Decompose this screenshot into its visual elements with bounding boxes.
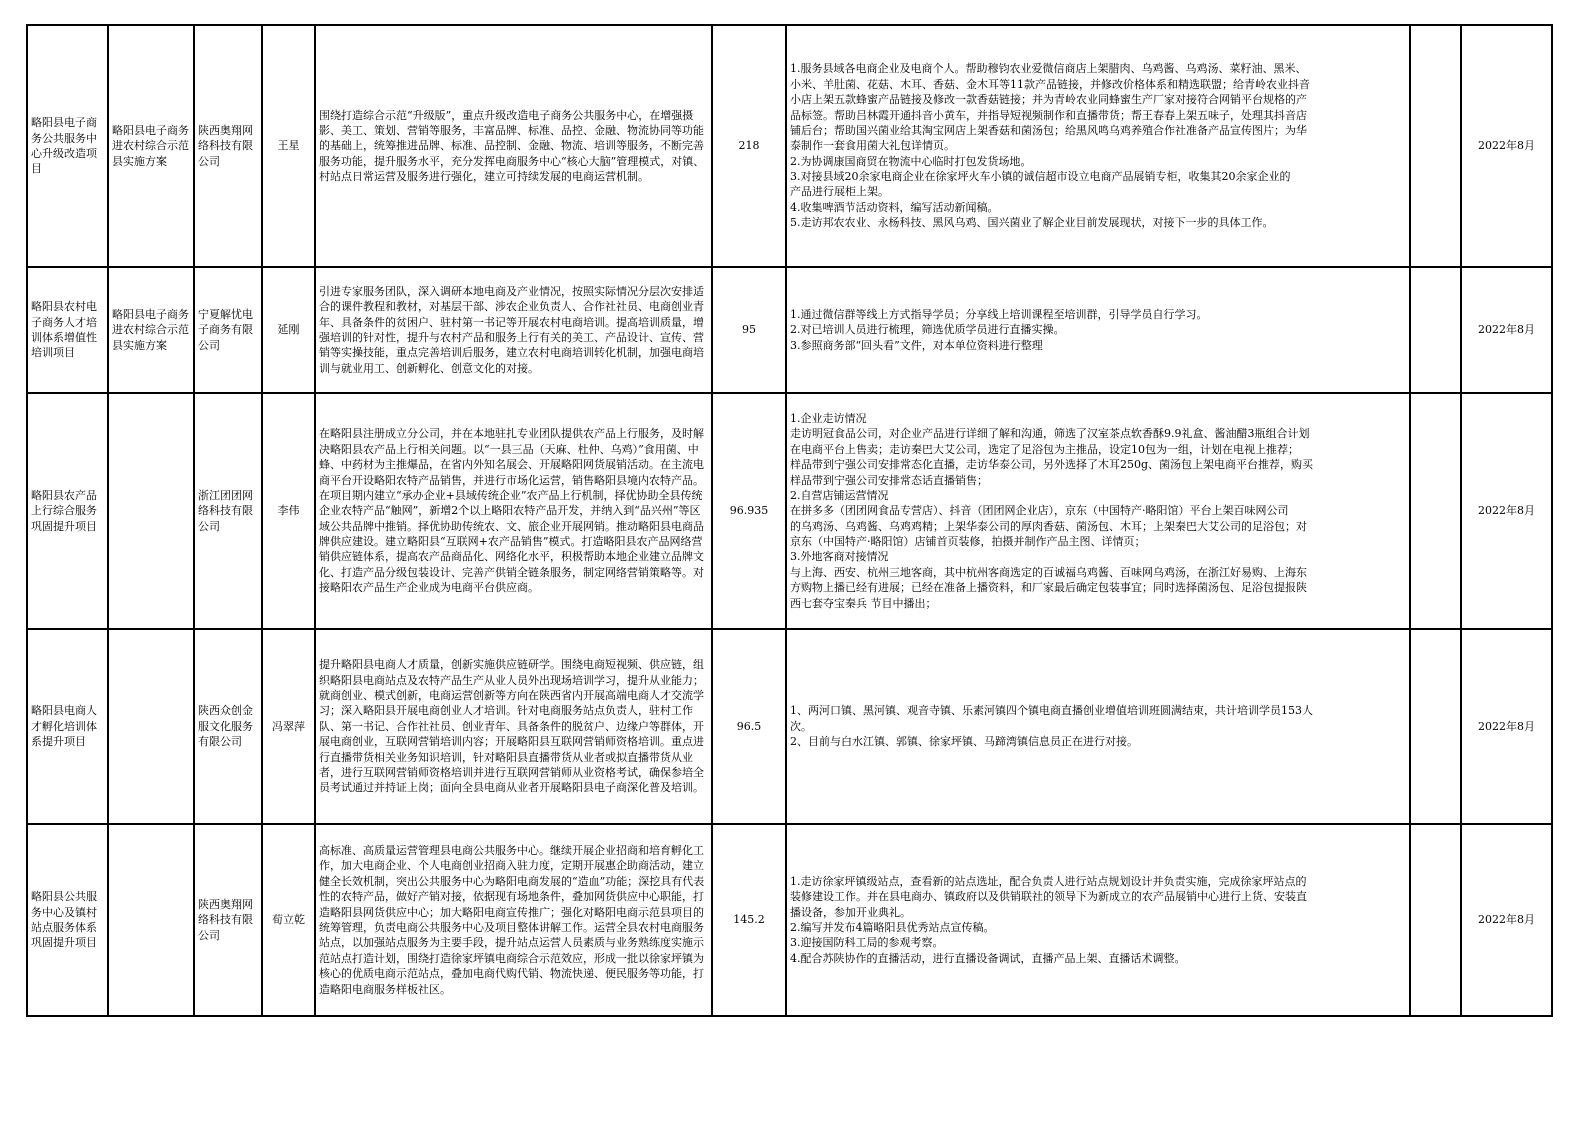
progress-line: 4.配合苏陕协作的直播活动，进行直播设备调试，直播产品上架、直播话术调整。 [790,951,1186,965]
company-cell: 浙江团团网络科技有限公司 [194,393,262,629]
empty-cell [1410,393,1461,629]
progress-line: 5.走访邦农农业、永杨科技、黑风乌鸡、国兴菌业了解企业目前发展现状，对接下一步的具体工作。 [790,216,1274,230]
progress-line: 产品进行展柜上架。 [790,185,889,199]
company-cell: 陕西众创金服文化服务有限公司 [194,629,262,824]
plan-cell [108,824,194,1016]
date-cell: 2022年8月 [1461,25,1552,267]
table-row [27,629,1552,824]
company-cell: 宁夏解忧电子商务有限公司 [194,267,262,393]
progress-line: 样品带到宁强公司安排常态化直播，走访华泰公司，另外选择了木耳250g、菌汤包上架电商平台推荐，购买 [790,458,1314,472]
progress-cell [786,629,1410,824]
progress-line: 走访明冠食品公司，对企业产品进行详细了解和沟通，筛选了汉室茶点软香酥9.9礼盒、酱油醋3瓶组合计划 [790,427,1310,441]
progress-line: 2.对已培训人员进行梳理，筛选优质学员进行直播实操。 [790,323,1065,337]
progress-line: 3.参照商务部“回头看”文件，对本单位资料进行整理 [790,338,1043,352]
progress-line: 样品带到宁强公司安排常态话直播销售； [790,473,988,487]
progress-line: 泰制作一套食用菌大礼包详情页。 [790,139,955,153]
progress-line: 1.通过微信群等线上方式指导学员；分享线上培训课程至培训群，引导学员自行学习。 [790,307,1208,321]
progress-line: 装修建设工作。并在县电商办、镇政府以及供销联社的领导下为新成立的农产品展销中心进行上货、安装直 [790,890,1307,904]
project-name-cell: 略阳县农产品上行综合服务巩固提升项目 [27,393,108,629]
table-row [27,824,1552,1016]
date-cell: 2022年8月 [1461,267,1552,393]
progress-line: 小米、羊肚菌、花菇、木耳、香菇、金木耳等11款产品链接，并修改价格体系和精选联盟；给青岭农业抖音 [790,77,1310,91]
person-cell: 荀立乾 [262,824,315,1016]
progress-line: 2、目前与白水江镇、郭镇、徐家坪镇、马蹄湾镇信息员正在进行对接。 [790,735,1138,749]
empty-cell [1410,824,1461,1016]
person-cell: 李伟 [262,393,315,629]
plan-cell [108,393,194,629]
progress-line: 2.编写并发布4篇略阳县优秀站点宣传稿。 [790,921,995,934]
progress-line: 品标签。帮助吕林霞开通抖音小黄车，并指导短视频制作和直播带货；帮王春春上架五味子，处理其抖音店 [790,108,1307,122]
amount-cell: 218 [712,25,786,267]
progress-line: 1.服务县域各电商企业及电商个人。帮助穆钧农业爱微信商店上架腊肉、乌鸡酱、乌鸡汤、菜籽油、黑米、 [790,62,1307,76]
progress-line: 3.迎接国防科工局的参观考察。 [790,936,944,950]
person-cell: 王星 [262,25,315,267]
progress-line: 西七套夺宝秦兵 节目中播出； [790,596,937,610]
progress-line: 与上海、西安、杭州三地客商，其中杭州客商选定的百诚福乌鸡酱、百味网乌鸡汤，在浙江好易购、上海东 [790,565,1307,579]
progress-line: 方购物上播已经有进展；已经在准备上播资料，和厂家最后确定包装事宜；同时选择菌汤包、足浴包提报陕 [790,581,1307,595]
progress-cell [786,267,1410,393]
progress-line: 3.对接县域20余家电商企业在徐家坪火车小镇的诚信超市设立电商产品展销专柜，收集其20余家企业的 [790,170,1291,184]
plan-cell: 略阳县电子商务进农村综合示范县实施方案 [108,25,194,267]
progress-line: 1、两河口镇、黑河镇、观音寺镇、乐素河镇四个镇电商直播创业增值培训班圆满结束，共计培训学员153人 [790,704,1313,718]
project-name-cell: 略阳县公共服务中心及镇村站点服务体系巩固提升项目 [27,824,108,1016]
plan-cell [108,629,194,824]
progress-line: 2.为协调康国商贸在物流中心临时打包发货场地。 [790,154,1032,168]
amount-cell: 95 [712,267,786,393]
amount-cell: 145.2 [712,824,786,1016]
progress-line: 1.走访徐家坪镇级站点，查看新的站点选址，配合负责人进行站点规划设计并负责实施，完成徐家坪站点的 [790,874,1307,888]
progress-line: 次。 [790,719,812,733]
plan-cell: 略阳县电子商务进农村综合示范县实施方案 [108,267,194,393]
progress-line: 1.企业走访情况 [790,411,867,425]
project-description-cell: 引进专家服务团队，深入调研本地电商及产业情况，按照实际情况分层次安排适合的课件教程和教材，对基层干部、涉农企业负责人、合作社社员、电商创业青年、具备条件的贫困户、驻村第一书记等开展农村电商培训。提高培训质量，增强培训的针对性，提升与农村产品和服务上行有关的美工、产品设计、宣传、营销等实操技能，重点完善培训后服务，建立农村电商培训转化机制，加强电商培训与就业用工、创新孵化、创意文化的对接。 [315,267,712,393]
progress-line: 3.外地客商对接情况 [790,550,889,564]
project-name-cell: 略阳县农村电子商务人才培训体系增值性培训项目 [27,267,108,393]
project-description-cell: 高标准、高质量运营管理县电商公共服务中心。继续开展企业招商和培育孵化工作，加大电商企业、个人电商创业招商入驻力度，定期开展惠企助商活动，建立健全长效机制，突出公共服务中心为略阳电商发展的“造血”功能；深挖具有代表性的农特产品，做好产销对接，依据现有场地条件，叠加网货供应中心职能，打造略阳县网货供应中心；加大略阳电商宣传推广；强化对略阳电商示范县项目的统筹管理，负责电商公共服务中心及项目整体讲解工作。运营全县农村电商服务站点，以加强站点服务为主要手段，提升站点运营人员素质与业务熟练度实施示范站点打造计划，围绕打造徐家坪镇电商综合示范效应，形成一批以徐家坪镇为核心的优质电商示范站点，叠加电商代购代销、物流快递、便民服务等功能，打造略阳电商服务样板社区。 [315,824,712,1016]
project-description-cell: 围绕打造综合示范“升级版”，重点升级改造电子商务公共服务中心，在增强摄影、美工、策划、营销等服务，丰富品牌、标准、品控、金融、物流协同等功能的基础上，统筹推进品牌、标准、品控制、金融、物流、培训等服务，不断完善服务功能，提升服务水平，充分发挥电商服务中心“核心大脑”管理模式，对镇、村站点日常运营及服务进行强化，建立可持续发展的电商运营机制。 [315,25,712,267]
progress-line: 2.自营店铺运营情况 [790,488,889,502]
progress-line: 铺后台；帮助国兴菌业给其淘宝网店上架香菇和菌汤包；给黑风鸣乌鸡养殖合作社准备产品宣传图片；为华 [790,123,1307,137]
project-description-cell: 提升略阳县电商人才质量，创新实施供应链研学。围绕电商短视频、供应链，组织略阳县电商站点及农特产品生产从业人员外出现场培训学习，提升从业能力；就商创业、模式创新，电商运营创新等方向在陕西省内开展高端电商人才交流学习；深入略阳县开展电商创业人才培训。针对电商服务站点负责人，驻村工作队、第一书记、合作社社员、创业青年、具备条件的脱贫户、边缘户等群体，开展电商创业，互联网营销培训内容；开展略阳县互联网营销师资格培训。重点进行直播带货相关业务知识培训，针对略阳县直播带货从业者或拟直播带货从业者，进行互联网营销师资格培训并进行互联网营销师从业资格考试，确保参培全员考试通过并持证上岗；面向全县电商从业者开展略阳县电子商深化普及培训。 [315,629,712,824]
progress-line: 在电商平台上售卖；走访秦巴大艾公司，选定了足浴包为主推品，设定10包为一组，计划在电视上推荐； [790,442,1299,456]
company-cell: 陕西奥翔网络科技有限公司 [194,824,262,1016]
date-cell: 2022年8月 [1461,393,1552,629]
date-cell: 2022年8月 [1461,824,1552,1016]
person-cell: 延刚 [262,267,315,393]
table-body [27,25,1552,1016]
empty-cell [1410,25,1461,267]
table-row [27,393,1552,629]
project-progress-table [26,24,1553,1017]
progress-line: 播设备，参加开业典礼。 [790,905,911,919]
progress-line: 小店上架五款蜂蜜产品链接及修改一款香菇链接；并为青岭农业同蜂蜜生产厂家对接符合网销平台规格的产 [790,93,1307,107]
amount-cell: 96.5 [712,629,786,824]
progress-cell [786,25,1410,267]
person-cell: 冯翠萍 [262,629,315,824]
progress-cell [786,393,1410,629]
empty-cell [1410,629,1461,824]
progress-line: 京东（中国特产·略阳馆）店铺首页装修，拍摄并制作产品主图、详情页； [790,535,1146,549]
progress-cell [786,824,1410,1016]
table-row [27,267,1552,393]
date-cell: 2022年8月 [1461,629,1552,824]
project-name-cell: 略阳县电商人才孵化培训体系提升项目 [27,629,108,824]
project-description-cell: 在略阳县注册成立分公司，并在本地驻扎专业团队提供农产品上行服务，及时解决略阳县农产品上行相关问题。以“一县三品（天麻、杜仲、乌鸡）”食用菌、中蜂、中药材为主推爆品，在省内外知名展会、开展略阳网货展销活动。在主流电商平台开设略阳农特产品销售，并进行市场化运营，销售略阳县境内农特产品。在项目期内建立“承办企业+县域传统企业”农产品上行机制，择优协助全县传统企业农特产品“触网”，新增2个以上略阳农特产品开发，并纳入到“品兴州”等区域公共品牌中推销。择优协助传统农、文、旅企业开展网销。推动略阳县电商品牌供应建设。建立略阳县“互联网+农产品销售”模式。打造略阳县农产品网络营销供应链体系，提高农产品商品化、网络化水平，积极帮助本地企业建立品牌文化、打造产品分级包装设计、完善产供销全链条服务，制定网络营销策略等。对接略阳农产品生产企业成为电商平台供应商。 [315,393,712,629]
amount-cell: 96.935 [712,393,786,629]
progress-line: 在拼多多（团团网食品专营店）、抖音（团团网企业店），京东（中国特产·略阳馆）平台上架百味网公司 [790,504,1289,518]
table-row [27,25,1552,267]
project-name-cell: 略阳县电子商务公共服务中心升级改造项目 [27,25,108,267]
company-cell: 陕西奥翔网络科技有限公司 [194,25,262,267]
progress-line: 4.收集啤酒节活动资料，编写活动新闻稿。 [790,200,999,214]
empty-cell [1410,267,1461,393]
progress-line: 的乌鸡汤、乌鸡酱、乌鸡鸡精；上架华泰公司的厚肉香菇、菌汤包、木耳；上架秦巴大艾公司的足浴包；对 [790,519,1307,533]
